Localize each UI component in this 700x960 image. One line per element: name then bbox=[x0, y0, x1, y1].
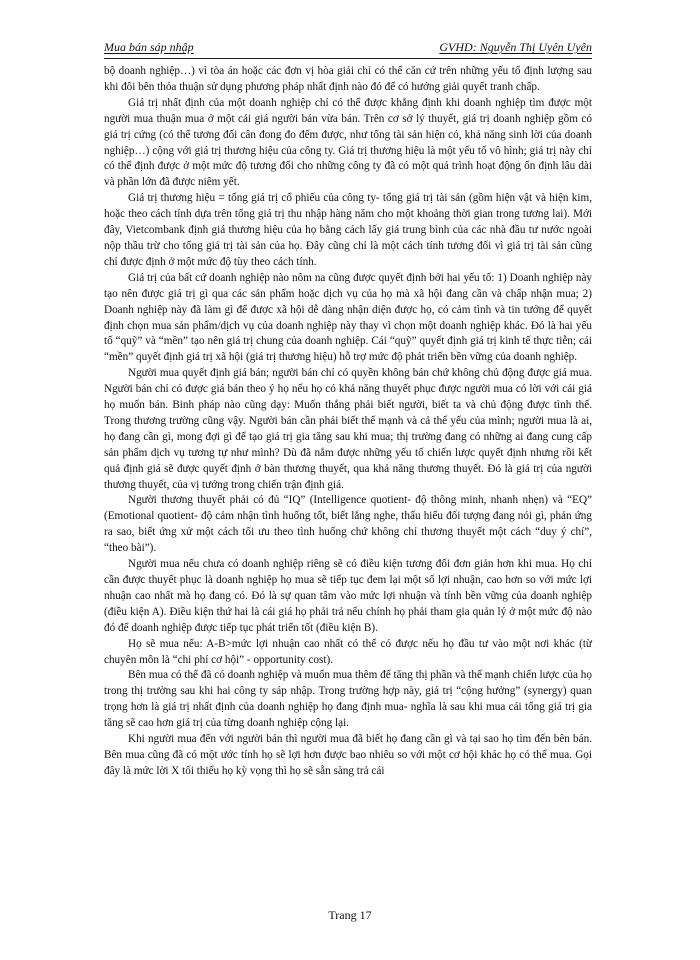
paragraph: Giá trị của bất cứ doanh nghiệp nào nôm na cũng được quyết định bởi hai yếu tố: 1) Doanh nghiệp này tạo nên được giá trị gì qua các sản phẩm hoặc dịch vụ của họ mà xã hội đang cần và chấp nhận mua; 2) Doanh nghiệp này đã làm gì để được xã hội dễ dàng nhận diện được họ, có cảm tình và tin tưởng để quyết định chọn mua sản phẩm/dịch vụ của doanh nghiệp này thay vì chọn một doanh nghiệp khác. Đó là hai yếu tố “quỹ” và “mền” tạo nên giá trị chung của doanh nghiệp. Cái “quỹ” quyết định giá trị kinh tế thực tiễn; cái “mền” quyết định giá trị xã hội (giá trị thương hiệu) hỗ trợ mức độ phát triển bền vững của doanh nghiệp. bbox=[104, 271, 592, 364]
body-text bbox=[104, 64, 592, 780]
paragraph: Bên mua có thể đã có doanh nghiệp và muốn mua thêm để tăng thị phần và thế mạnh chiến lược của họ trong thị trường sau khi hai công ty sáp nhập. Trong trường hợp này, giá trị “cộng hưởng” (synergy) quan trọng hơn là giá trị nhất định của doanh nghiệp họ đang định mua- nghĩa là sau khi mua cái tổng giá trị gia tăng sẽ cao hơn giá trị của từng doanh nghiệp cộng lại. bbox=[104, 669, 592, 730]
page-number: Trang 17 bbox=[328, 908, 372, 922]
paragraph: Người mua nếu chưa có doanh nghiệp riêng sẽ có điều kiện tương đối đơn giản hơn khi mua. Họ chỉ cần được thuyết phục là doanh nghiệp họ mua sẽ tiếp tục đem lại một số lợi nhuận, cao hơn so với mức lợi nhuận cao nhất mà họ đang có. Đó là sự quan tâm vào mức lợi nhuận và tính bền vững của doanh nghiệp (điều kiện A). Điều kiện thứ hai là cái giá họ phải trả nếu chính họ phải tham gia quản lý ở một mức độ nào đó để doanh nghiệp được tiếp tục phát triển tốt (điều kiện B). bbox=[104, 558, 592, 634]
header-course-title: Mua bán sáp nhập bbox=[104, 40, 194, 54]
paragraph-continuation: bộ doanh nghiệp…) vì tòa án hoặc các đơn vị hòa giải chỉ có thể căn cứ trên những yếu tố định lượng sau khi đôi bên thỏa thuận sử dụng phương pháp nhất định nào đó để có hướng giải quyết tranh chấp. bbox=[104, 65, 592, 93]
paragraph: Giá trị thương hiệu = tổng giá trị cổ phiếu của công ty- tổng giá trị tài sản (gồm hiện vật và hiện kim, hoặc theo cách tính dựa trên tổng giá trị thu nhập hàng năm cho một khoảng thời gian trong tương lai). Mới đây, Vietcombank định giá thương hiệu của họ bằng cách lấy giá trung bình của các nhà đầu tư nước ngoài nộp thầu trừ cho tổng giá trị tài sản của họ. Đây cũng chỉ là một cách tính tương đối vì giá trị tài sản cũng chỉ được định ở một mức độ tùy theo cách tính. bbox=[104, 192, 592, 268]
paragraph: Người mua quyết định giá bán; người bán chỉ có quyền không bán chứ không chủ động được giá mua. Người bán chỉ có được giá bán theo ý họ nếu họ có khả năng thuyết phục được người mua có lời với cái giá họ muốn bán. Binh pháp nào cũng dạy: Muốn thắng phải biết người, biết ta và chủ động được tình thế. Trong thương trường cũng vậy. Người bán cần phải biết thế mạnh và cả thế yếu của mình; người mua là ai, họ đang cần gì, mong đợi gì để tạo giá trị gia tăng sau khi mua; thị trường đang có những ai đang cung cấp sản phẩm dịch vụ tương tự như mình? Dù đã nắm được những yếu tố chiến lược quyết định nhưng rồi kết quả định giá sẽ được quyết định ở bàn thương thuyết, qua khả năng thương thuyết. Đó là giá trị của người thương thuyết, của vị tướng trong chiến trận định giá. bbox=[104, 367, 592, 491]
header-divider bbox=[104, 58, 592, 59]
paragraph: Người thương thuyết phải có đủ “IQ” (Intelligence quotient- độ thông minh, nhanh nhẹn) và “EQ” (Emotional quotient- độ cảm nhận tình huống tốt, biết lắng nghe, thấu hiểu đối tượng đang nói gì, phản ứng ra sao, biết ứng xử một cách tối ưu theo tình huống chứ không chỉ thương thuyết một cách “duy ý chí”, “theo bài”). bbox=[104, 494, 592, 555]
paragraph: Họ sẽ mua nếu: A-B>mức lợi nhuận cao nhất có thể có được nếu họ đầu tư vào một nơi khác (từ chuyên môn là “chi phí cơ hội” - opportunity cost). bbox=[104, 637, 592, 666]
page-header bbox=[104, 40, 592, 55]
header-instructor: GVHD: Nguyễn Thị Uyên Uyên bbox=[439, 40, 592, 54]
paragraph: Khi người mua đến với người bán thì người mua đã biết họ đang cần gì và tại sao họ tìm đến bên bán. Bên mua cũng đã có một ước tính họ sẽ lợi hơn được bao nhiêu so với một cơ hội khác họ có thể mua. Gọi đây là mức lời X tối thiểu họ kỳ vọng thì họ sẽ sẵn sàng trả cái bbox=[104, 733, 592, 777]
paragraph: Giá trị nhất định của một doanh nghiệp chỉ có thể được khẳng định khi doanh nghiệp tìm được một người mua thuận mua ở một cái giá người bán vừa bán. Trên cơ sở lý thuyết, giá trị doanh nghiệp gồm có giá trị cứng (có thể tương đối cân đong đo đếm được, như tổng tài sản hiện có, khả năng sinh lời của doanh nghiệp…) cộng với giá trị thương hiệu của công ty. Giá trị thương hiệu là một yếu tố vô hình; giá trị này chỉ có thể định được ở một mức độ tương đối cho những công ty đã có một quá trình hoạt động ổn định lâu dài và phần lớn đã được niêm yết. bbox=[104, 96, 592, 189]
